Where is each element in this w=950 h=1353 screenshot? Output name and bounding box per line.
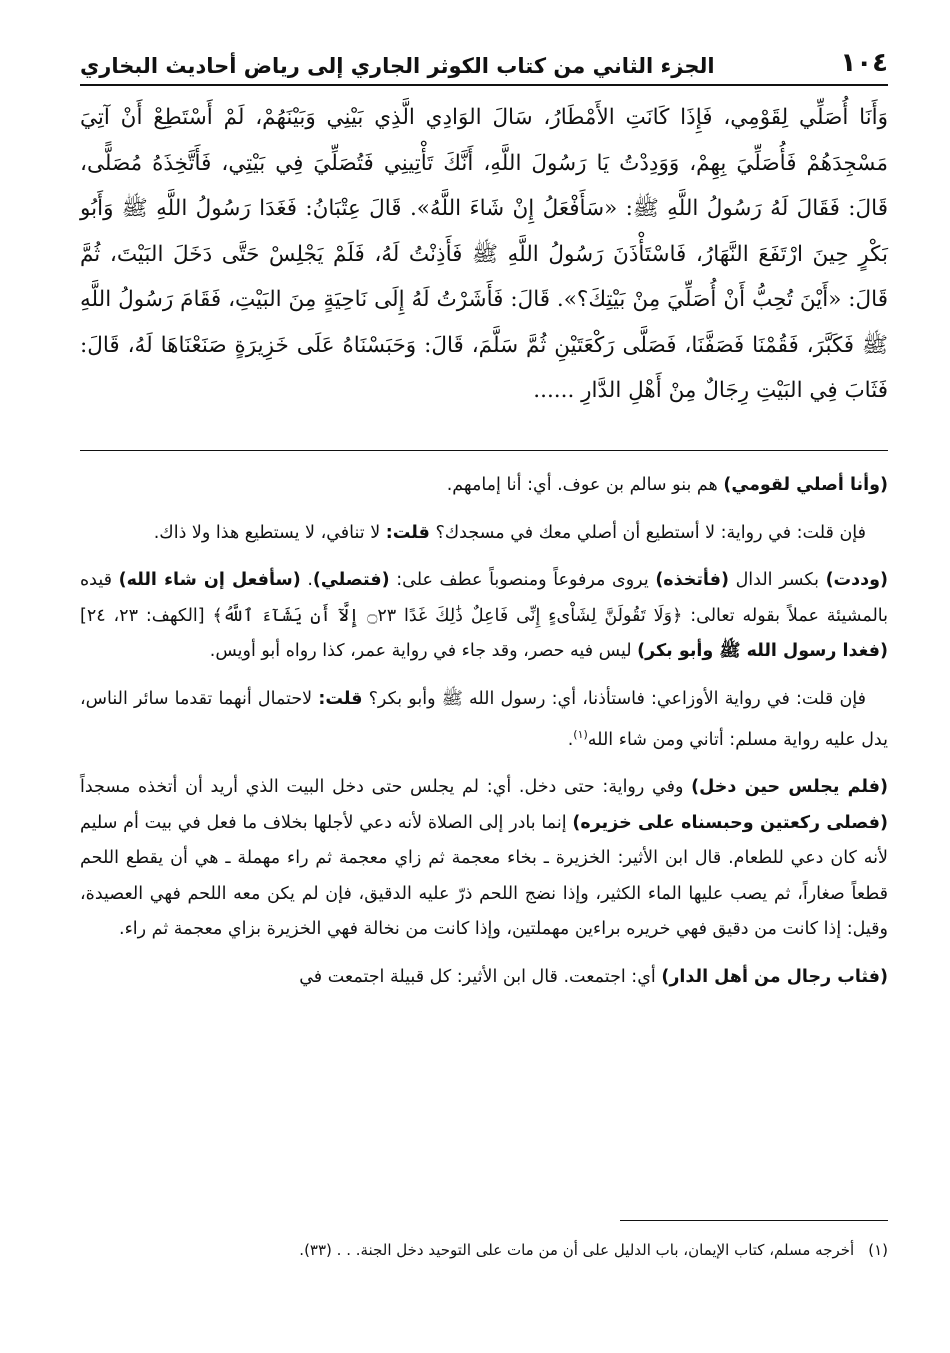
quran-verse: ﴿وَلَا تَقُولَنَّ لِشَاْىءٍ إِنِّى فَاعِلٌ ذَٰلِكَ غَدًا ۝٢٣ إِلَّآ أَن يَشَآءَ ٱللَّهُ﴾ — [212, 605, 683, 626]
footnote-mark: (١) — [868, 1241, 888, 1259]
commentary-paragraph-5 — [80, 770, 888, 948]
verse-reference: [الكهف: ٢٣، ٢٤] — [80, 605, 213, 626]
hadith-text-block — [80, 95, 888, 414]
page-header — [80, 38, 888, 86]
main-separator-rule — [80, 450, 888, 451]
commentary-text: بكسر الدال — [728, 570, 826, 590]
commentary-text: لا تنافي، لا يستطيع هذا ولا ذاك. — [153, 522, 386, 543]
commentary-text: . — [300, 570, 313, 590]
quoted-phrase: (فغدا رسول الله ﷺ وأبو بكر) — [637, 641, 888, 661]
commentary-text: فإن قلت: في رواية الأوزاعي: فاستأذنا، أي: رسول الله ﷺ وأبو بكر؟ — [362, 688, 866, 709]
commentary-paragraph-1 — [80, 468, 888, 504]
quoted-phrase: (فلم يجلس حين دخل) — [691, 777, 888, 798]
commentary-text: إنما بادر إلى الصلاة لأنه دعي لأجلها بخلاف ما فعل في بيت أم سليم لأنه كان دعي للطعام. قال ابن الأثير: الخزيرة ـ بخاء معجمة ثم زاي معجمة ثم راء مهملة ـ هي أن يقطع اللحم قطعاً صغاراً، ثم يصب عليها الماء الكثير، وإذا نضج اللحم ذرّ عليه الدقيق، فإن لم يكن معه اللحم فهي العصيدة، وقيل: إذا كانت من دقيق فهي خريره براءين مهملتين، وإذا كانت من نخالة فهي الخزيرة بزاي معجمة ثم راء. — [80, 812, 888, 940]
qult-label: قلت: — [318, 688, 363, 709]
quoted-phrase: (فأتخذه) — [655, 570, 729, 590]
commentary-text: لاحتمال أنهما تقدما سائر الناس، يدل عليه رواية مسلم: أتاني ومن شاء الله — [80, 688, 888, 750]
commentary-text: هم بنو سالم بن عوف. أي: أنا إمامهم. — [446, 475, 724, 495]
quoted-phrase: (وددت) — [825, 570, 888, 590]
quoted-phrase: (فصلى ركعتين وحبسناه على خزيره) — [572, 812, 888, 833]
commentary-paragraph-3 — [80, 563, 888, 670]
commentary-text: أي: اجتمعت. قال ابن الأثير: كل قبيلة اجتمعت في — [299, 966, 662, 987]
commentary-paragraph-6 — [80, 960, 888, 996]
commentary-text: يروى مرفوعاً ومنصوباً عطف على: — [389, 570, 656, 590]
commentary-block — [80, 468, 888, 1007]
commentary-text: قيده بالمشيئة عملاً بقوله تعالى: — [80, 570, 888, 626]
footnote-separator-rule — [620, 1220, 888, 1221]
commentary-text: وفي رواية: حتى دخل. أي: لم يجلس حتى دخل البيت الذي أريد أن أتخذه مسجداً — [80, 777, 692, 798]
footnote-text: أخرجه مسلم، كتاب الإيمان، باب الدليل على أن من مات على التوحيد دخل الجنة. . . (٣٣). — [299, 1241, 855, 1259]
qult-label: قلت: — [385, 522, 430, 543]
footnote — [80, 1236, 888, 1264]
running-title: الجزء الثاني من كتاب الكوثر الجاري إلى رياض أحاديث البخاري — [80, 54, 715, 78]
page-number: ١٠٤ — [840, 48, 888, 78]
commentary-paragraph-2 — [80, 516, 888, 552]
quoted-phrase: (سأفعل إن شاء الله) — [118, 570, 301, 590]
hadith-paragraph: وَأَنَا أُصَلِّي لِقَوْمِي، فَإِذَا كَانَتِ الأَمْطَارُ، سَالَ الوَادِي الَّذِي بَيْنِي وَبَيْنَهُمْ، لَمْ أَسْتَطِعْ أَنْ آتِيَ مَسْجِدَهُمْ فَأُصَلِّيَ بِهِمْ، وَوَدِدْتُ يَا رَسُولَ اللَّهِ، أَنَّكَ تَأْتِينِي فَتُصَلِّيَ فِي بَيْتِي، فَأَتَّخِذَهُ مُصَلًّى، قَالَ: فَقَالَ لَهُ رَسُولُ اللَّهِ ﷺ: «سَأَفْعَلُ إِنْ شَاءَ اللَّهُ». قَالَ عِتْبَانُ: فَغَدَا رَسُولُ اللَّهِ ﷺ وَأَبُو بَكْرٍ حِينَ ارْتَفَعَ النَّهَارُ، فَاسْتَأْذَنَ رَسُولُ اللَّهِ ﷺ فَأَذِنْتُ لَهُ، فَلَمْ يَجْلِسْ حَتَّى دَخَلَ البَيْتَ، ثُمَّ قَالَ: «أَيْنَ تُحِبُّ أَنْ أُصَلِّيَ مِنْ بَيْتِكَ؟». قَالَ: فَأَشَرْتُ لَهُ إِلَى نَاحِيَةٍ مِنَ البَيْتِ، فَقَامَ رَسُولُ اللَّهِ ﷺ فَكَبَّرَ، فَقُمْنَا فَصَفَّنَا، فَصَلَّى رَكْعَتَيْنِ ثُمَّ سَلَّمَ، قَالَ: وَحَبَسْنَاهُ عَلَى خَزِيرَةٍ صَنَعْنَاهَا لَهُ، قَالَ: فَثَابَ فِي البَيْتِ رِجَالٌ مِنْ أَهْلِ الدَّارِ ...... — [80, 105, 888, 403]
quoted-phrase: (فثاب رجال من أهل الدار) — [661, 966, 888, 987]
quoted-phrase: (وأنا أصلي لقومي) — [723, 475, 888, 495]
footnote-reference[interactable]: (١) — [573, 728, 588, 741]
quoted-phrase: (فتصلي) — [312, 570, 390, 590]
commentary-paragraph-4 — [80, 682, 888, 759]
commentary-text: ليس فيه حصر، وقد جاء في رواية عمر، كذا رواه أبو أويس. — [209, 641, 638, 661]
commentary-text: فإن قلت: في رواية: لا أستطيع أن أصلي معك في مسجدك؟ — [429, 522, 866, 543]
commentary-text: . — [567, 729, 574, 750]
